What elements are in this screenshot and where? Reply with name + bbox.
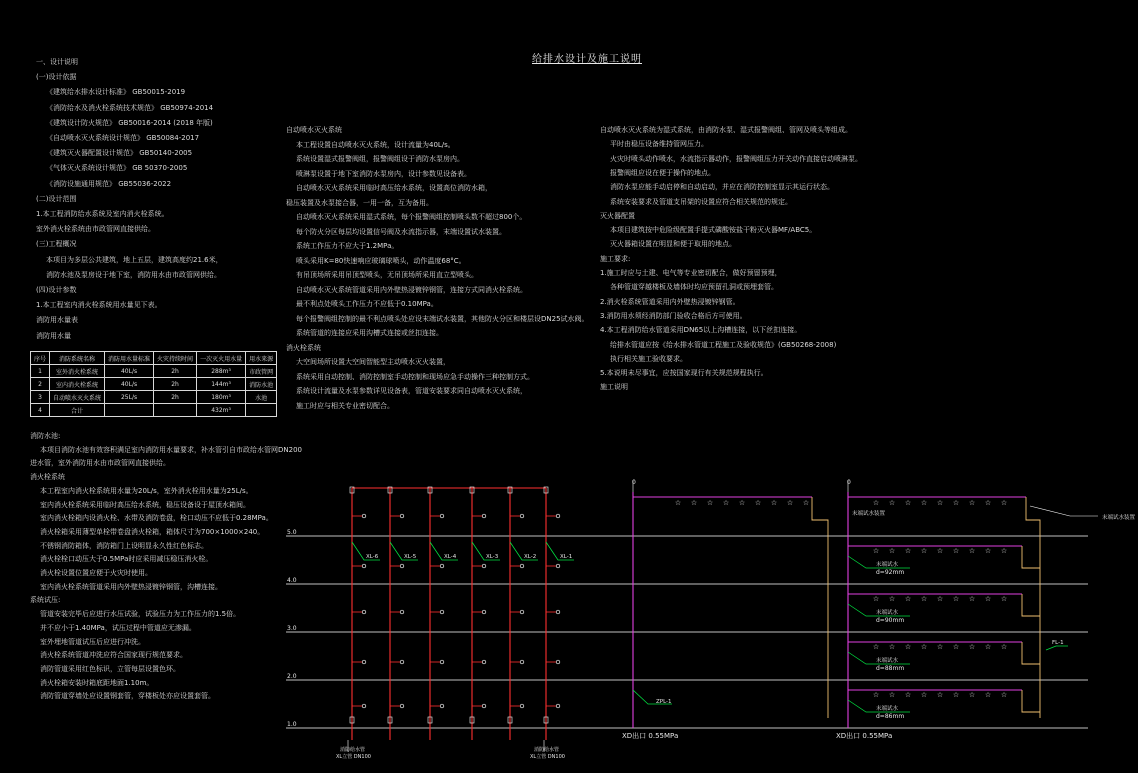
hydrant-icon	[482, 514, 486, 518]
sprinkler-head-icon: ☆	[1000, 595, 1008, 603]
hydrant-risers	[352, 488, 546, 740]
table-cell: 288m³	[197, 365, 246, 378]
hydrant-icon	[362, 514, 366, 518]
hydrant-icon	[482, 704, 486, 708]
hydrant-cabinets	[350, 487, 560, 723]
sprinkler-head-icon: ☆	[904, 643, 912, 651]
sprinkler-head-icon: ☆	[920, 595, 928, 603]
sprinkler-head-icon: ☆	[920, 499, 928, 507]
table-cell: 4	[31, 404, 50, 417]
floor-label-5: 5.0	[287, 529, 297, 536]
col3-line: 3.消防用水须经消防部门验收合格后方可使用。	[600, 311, 747, 320]
svg-text:0: 0	[632, 479, 636, 486]
hydrant-icon	[520, 610, 524, 614]
hydrant-icon	[400, 704, 404, 708]
svg-text:0: 0	[847, 479, 851, 486]
table-cell: 180m³	[197, 391, 246, 404]
col3-line: 执行相关施工验收要求。	[610, 354, 687, 363]
table-cell: 144m³	[197, 378, 246, 391]
hydrant-icon	[400, 514, 404, 518]
riser-label-xl1: XL-1	[560, 554, 573, 560]
col3-line: 报警阀组应设在便于操作的地点。	[610, 168, 715, 177]
sprinkler-head-icon: ☆	[786, 499, 794, 507]
col1-line: 1.本工程室内消火栓系统用水量见下表。	[36, 301, 162, 310]
drain-pipes	[812, 497, 1040, 718]
sprinkler-head-icon: ☆	[952, 547, 960, 555]
col3-line: 本项目建筑按中危险级配置手提式磷酸铵盐干粉灭火器MF/ABC5。	[610, 226, 817, 235]
riser-bottom-label-a1: 消防给水管	[340, 747, 366, 753]
table-cell: 40L/s	[105, 365, 154, 378]
col1b-line: 消火栓系统管道冲洗应符合国家现行规范要求。	[40, 651, 187, 660]
hydrant-icon	[520, 704, 524, 708]
table-cell: 消防水池	[246, 378, 277, 391]
hydrant-icon	[482, 610, 486, 614]
table-cell: 自动喷水灭火系统	[50, 391, 105, 404]
sprinkler-head-icon: ☆	[888, 643, 896, 651]
sprinkler-head-icon: ☆	[952, 595, 960, 603]
col2-line: 自动喷水灭火系统采用临时高压给水系统，设置高位消防水箱，	[296, 184, 492, 192]
col3-line: 2.消火栓系统管道采用内外壁热浸镀锌钢管。	[600, 297, 740, 306]
col2-line: 喷头采用K=80快速响应玻璃球喷头，动作温度68°C。	[296, 256, 466, 265]
col1-line: 一、设计说明	[36, 58, 78, 66]
hydrant-icon	[482, 660, 486, 664]
sprinkler-head-icon: ☆	[968, 547, 976, 555]
riser-bottom-label-a2: XL立管 DN100	[336, 754, 371, 760]
table-cell: 一次灭火用水量	[197, 352, 246, 365]
col1-line: 1.本工程消防给水系统及室内消火栓系统。	[36, 210, 169, 218]
table-cell: 消防系统名称	[50, 352, 105, 365]
col1-line: 本项目为多层公共建筑，地上五层，建筑高度约21.6米，	[46, 255, 223, 264]
sprinkler-head-icon: ☆	[872, 643, 880, 651]
col3-line: 给排水管道应按《给水排水管道工程施工及验收规范》(GB50268-2008)	[610, 340, 837, 349]
sprinkler-head-icon: ☆	[936, 643, 944, 651]
sprinkler-head-icon: ☆	[936, 691, 944, 699]
col3-line: 系统安装要求及管道支吊架的设置应符合相关规范的规定。	[610, 197, 792, 206]
table-cell: 432m³	[197, 404, 246, 417]
col1b-line: 本项目消防水池有效容积满足室内消防用水量要求，补水管引自市政给水管网DN200	[40, 445, 302, 454]
col1b-line: 消防管道采用红色标识，立管每层设置色环。	[40, 664, 180, 673]
col1-line: (三)工程概况	[36, 240, 77, 249]
sprinkler-head-icon: ☆	[1000, 643, 1008, 651]
riser-label-xl6: XL-6	[366, 554, 379, 560]
hydrant-icon	[362, 610, 366, 614]
riser-leaders	[352, 542, 574, 560]
table-cell: 水池	[246, 391, 277, 404]
col2-line: 施工时应与相关专业密切配合。	[296, 401, 394, 410]
hydrant-icon	[556, 610, 560, 614]
col1-line: 《建筑给水排水设计标准》 GB50015-2019	[46, 88, 186, 97]
hydrant-icon	[440, 660, 444, 664]
drawing-title: 给排水设计及施工说明	[532, 54, 642, 65]
sprinkler-heads	[675, 499, 1007, 699]
zpl-label: ZPL-1	[656, 699, 672, 705]
sprinkler-head-icon: ☆	[952, 499, 960, 507]
table-cell: 火灾持续时间	[154, 352, 197, 365]
sprinkler-head-icon: ☆	[968, 595, 976, 603]
col2-line: 每个报警阀组控制的最不利点喷头处应设末端试水装置，其他防火分区和楼层设DN25试水阀。	[296, 314, 589, 323]
col3-line: 火灾时喷头动作喷水，水流指示器动作，报警阀组压力开关动作直接启动喷淋泵。	[610, 154, 862, 163]
col3-line: 5.本说明未尽事宜，应按国家现行有关规范规程执行。	[600, 369, 768, 378]
col2-line: 稳压装置及水泵接合器，一用一备，互为备用。	[286, 198, 433, 207]
table-cell: 用水来源	[246, 352, 277, 365]
table-cell: 2h	[154, 391, 197, 404]
col1-line: 消防水池及泵房设于地下室，消防用水由市政管网供给。	[46, 270, 221, 279]
col1b-line: 消火栓设置位置应便于火灾时使用。	[40, 569, 152, 577]
col1-line: (四)设计参数	[36, 286, 77, 294]
col2-line: 自动喷水灭火系统管道采用内外壁热浸镀锌钢管，连接方式同消火栓系统。	[296, 285, 527, 294]
col1-line: 消防用水量表	[36, 316, 78, 325]
sprinkler-head-icon: ☆	[952, 643, 960, 651]
floor-label-4: 4.0	[287, 577, 297, 584]
sprinkler-head-icon: ☆	[872, 595, 880, 603]
col2-line: 系统管道的连接应采用沟槽式连接或丝扣连接。	[296, 329, 443, 337]
far-right-label: 末端试水装置	[1102, 515, 1136, 521]
table-cell: 2	[31, 378, 50, 391]
col2-line: 自动喷水灭火系统	[286, 126, 342, 134]
hydrant-icon	[520, 564, 524, 568]
col1-line: 室外消火栓系统由市政管网直接供给。	[36, 225, 155, 234]
col1-line: 《消防给水及消火栓系统技术规范》 GB50974-2014	[46, 103, 214, 112]
col1b-line: 消火栓栓口动压大于0.5MPa时应采用减压稳压消火栓。	[40, 555, 213, 564]
table-cell: 室外消火栓系统	[50, 365, 105, 378]
sprinkler-head-icon: ☆	[984, 691, 992, 699]
sprinkler-head-icon: ☆	[904, 547, 912, 555]
col3-line: 1.施工时应与土建、电气等专业密切配合，做好预留预埋，	[600, 269, 782, 277]
riser-label-xl2: XL-2	[524, 554, 537, 560]
table-cell: 市政管网	[246, 365, 277, 378]
hydrant-icon	[556, 514, 560, 518]
col3-line: 施工说明	[600, 383, 628, 392]
sprinkler-head-icon: ☆	[1000, 547, 1008, 555]
col1b-line: 消火栓箱采用薄型单栓带卷盘消火栓箱，箱体尺寸为700×1000×240。	[40, 527, 265, 536]
riser-label-xl5: XL-5	[404, 554, 417, 560]
hydrant-icon	[482, 564, 486, 568]
pressure-label-a: XD出口 0.55MPa	[622, 732, 679, 740]
sprinkler-head-icon: ☆	[872, 547, 880, 555]
sprinkler-head-icon: ☆	[738, 499, 746, 507]
sprinkler-head-icon: ☆	[984, 643, 992, 651]
col3-line: 灭火器配置	[600, 211, 635, 220]
col1b-line: 室内消火栓系统管道采用内外壁热浸镀锌钢管，沟槽连接。	[40, 582, 222, 591]
hydrant-icon	[400, 660, 404, 664]
col1b-line: 消防水池:	[30, 432, 61, 440]
sprinkler-head-icon: ☆	[952, 691, 960, 699]
col1b-line: 不锈钢消防箱体，消防箱门上设明显永久性红色标志。	[40, 541, 208, 550]
col2-line: 系统设计流量及水泵参数详见设备表，管道安装要求同自动喷水灭火系统，	[296, 387, 527, 395]
sprinkler-head-icon: ☆	[706, 499, 714, 507]
col1b-line: 本工程室内消火栓系统用水量为20L/s，室外消火栓用水量为25L/s。	[40, 486, 253, 495]
col1b-line: 室内消火栓箱内设消火栓、水带及消防卷盘，栓口动压不应低于0.28MPa。	[40, 514, 273, 523]
hydrant-icon	[362, 704, 366, 708]
col1b-line: 室外埋地管道试压后应进行冲洗。	[40, 637, 145, 646]
hydrant-icon	[440, 514, 444, 518]
fl-label: FL-1	[1052, 640, 1064, 646]
sprinkler-head-icon: ☆	[1000, 499, 1008, 507]
hydrant-icon	[440, 704, 444, 708]
sprinkler-head-icon: ☆	[984, 499, 992, 507]
sprinkler-head-icon: ☆	[754, 499, 762, 507]
sprinkler-head-icon: ☆	[802, 499, 810, 507]
riser-label-xl4: XL-4	[444, 554, 457, 560]
col3-line: 消防水泵应能手动启停和自动启动，并应在消防控制室显示其运行状态。	[610, 183, 834, 192]
system-top-label: 末端试水装置	[852, 511, 886, 517]
riser-label-xl3: XL-3	[486, 554, 499, 560]
sprinkler-head-icon: ☆	[888, 547, 896, 555]
hydrant-icon	[400, 610, 404, 614]
pipe-diameter-label: d=90mm	[876, 617, 905, 624]
table-cell: 2h	[154, 365, 197, 378]
col3-line: 施工要求:	[600, 254, 631, 263]
hydrant-icon	[400, 564, 404, 568]
pipe-diameter-label: d=88mm	[876, 665, 905, 672]
col2-line: 本工程设置自动喷水灭火系统，设计流量为40L/s。	[296, 140, 455, 149]
col3-line: 平时由稳压设备维持管网压力。	[610, 140, 708, 149]
branch-label: 末端试水	[876, 562, 899, 568]
branch-label: 末端试水	[876, 658, 899, 664]
sprinkler-head-icon: ☆	[920, 643, 928, 651]
sprinkler-head-icon: ☆	[1000, 691, 1008, 699]
col1-line: 《气体灭火系统设计规范》 GB 50370-2005	[46, 164, 188, 173]
sprinkler-head-icon: ☆	[872, 691, 880, 699]
riser-bottom-label-b1: 消防给水管	[534, 747, 560, 753]
col3-line: 自动喷水灭火系统为湿式系统，由消防水泵、湿式报警阀组、管网及喷头等组成。	[600, 126, 852, 134]
col1-line: (二)设计范围	[36, 194, 77, 203]
hydrant-icon	[556, 660, 560, 664]
sprinkler-head-icon: ☆	[904, 691, 912, 699]
sprinkler-head-icon: ☆	[968, 643, 976, 651]
pipe-diameter-label: d=92mm	[876, 569, 905, 576]
sprinkler-head-icon: ☆	[936, 595, 944, 603]
sprinkler-head-icon: ☆	[984, 547, 992, 555]
sprinkler-head-icon: ☆	[904, 595, 912, 603]
col1b-line: 并不应小于1.40MPa，试压过程中管道应无渗漏。	[40, 623, 196, 632]
table-cell: 2h	[154, 378, 197, 391]
col1-line: 《自动喷水灭火系统设计规范》 GB50084-2017	[46, 134, 200, 142]
sprinkler-head-icon: ☆	[920, 547, 928, 555]
floor-label-3: 3.0	[287, 625, 297, 632]
table-cell: 序号	[31, 352, 50, 365]
col1-line: 消防用水量	[36, 331, 71, 340]
col2-line: 自动喷水灭火系统采用湿式系统，每个报警阀组控制喷头数不超过800个。	[296, 213, 527, 221]
hydrant-icon	[556, 564, 560, 568]
col1b-line: 消防管道穿墙处应设置钢套管，穿楼板处亦应设置套管。	[40, 692, 215, 701]
riser-bottom-label-b2: XL立管 DN100	[530, 754, 565, 760]
col1b-line: 消火栓系统	[30, 473, 65, 482]
col2-line: 喷淋泵设置于地下室消防水泵房内，设计参数见设备表。	[296, 169, 471, 178]
hydrant-icon	[440, 610, 444, 614]
sprinkler-head-icon: ☆	[770, 499, 778, 507]
branch-label: 末端试水	[876, 610, 899, 616]
table-cell: 40L/s	[105, 378, 154, 391]
col1-line: 《建筑设计防火规范》 GB50016-2014 (2018 年版)	[46, 118, 213, 127]
sprinkler-head-icon: ☆	[888, 595, 896, 603]
floor-label-1: 1.0	[287, 721, 297, 728]
sprinkler-head-icon: ☆	[968, 691, 976, 699]
sprinkler-head-icon: ☆	[674, 499, 682, 507]
hydrant-icon	[362, 564, 366, 568]
sprinkler-head-icon: ☆	[722, 499, 730, 507]
sprinkler-head-icon: ☆	[690, 499, 698, 507]
pressure-label-b: XD出口 0.55MPa	[836, 732, 893, 740]
floor-label-2: 2.0	[287, 673, 297, 680]
col2-line: 每个防火分区每层均设置信号阀及水流指示器，末端设置试水装置。	[296, 227, 506, 236]
sprinkler-head-icon: ☆	[888, 691, 896, 699]
sprinkler-head-icon: ☆	[936, 499, 944, 507]
table-cell: 室内消火栓系统	[50, 378, 105, 391]
table-cell: 合计	[50, 404, 105, 417]
table-cell: 1	[31, 365, 50, 378]
col2-line: 最不利点处喷头工作压力不应低于0.10MPa。	[296, 300, 438, 308]
sprinkler-head-icon: ☆	[936, 547, 944, 555]
sprinkler-head-icon: ☆	[984, 595, 992, 603]
table-cell: 3	[31, 391, 50, 404]
col3-line: 灭火器箱设置在明显和便于取用的地点。	[610, 240, 736, 249]
branch-label: 末端试水	[876, 706, 899, 712]
col1b-line: 室内消火栓系统采用临时高压给水系统，稳压设备设于屋顶水箱间。	[40, 500, 250, 509]
col2-line: 系统采用自动控制、消防控制室手动控制和现场应急手动操作三种控制方式。	[296, 372, 534, 381]
col2-line: 消火栓系统	[286, 343, 321, 352]
col1-line: 《建筑灭火器配置设计规范》 GB50140-2005	[46, 149, 193, 158]
hydrant-icon	[556, 704, 560, 708]
table-cell: 25L/s	[105, 391, 154, 404]
sprinkler-head-icon: ☆	[968, 499, 976, 507]
sprinkler-head-icon: ☆	[872, 499, 880, 507]
col1b-line: 管道安装完毕后应进行水压试验，试验压力为工作压力的1.5倍。	[40, 610, 241, 619]
sprinkler-pipes	[633, 492, 1026, 728]
hydrant-icon	[520, 660, 524, 664]
col3-line: 各种管道穿越楼板及墙体时均应预留孔洞或预埋套管。	[610, 283, 778, 292]
col1b-line: 进水管，室外消防用水由市政管网直接供给。	[30, 459, 170, 468]
hydrant-icon	[440, 564, 444, 568]
col1b-line: 系统试压:	[30, 596, 61, 605]
hydrant-icon	[520, 514, 524, 518]
col2-line: 有吊顶场所采用吊顶型喷头，无吊顶场所采用直立型喷头。	[296, 271, 478, 279]
col1-line: 《消防设施通用规范》 GB55036-2022	[46, 179, 172, 188]
table-cell: 消防用水量标准	[105, 352, 154, 365]
col1b-line: 消火栓箱安装时箱底距地面1.10m。	[40, 678, 154, 687]
col1-line: (一)设计依据	[36, 73, 77, 82]
hydrant-icon	[362, 660, 366, 664]
sprinkler-head-icon: ☆	[904, 499, 912, 507]
col2-line: 系统设置湿式报警阀组，报警阀组设于消防水泵房内。	[296, 155, 464, 163]
col2-line: 系统工作压力不应大于1.2MPa。	[296, 242, 399, 250]
pipe-diameter-label: d=86mm	[876, 713, 905, 720]
col3-line: 4.本工程消防给水管道采用DN65以上沟槽连接，以下丝扣连接。	[600, 326, 802, 335]
col2-line: 大空间场所设置大空间智能型主动喷水灭火装置，	[296, 358, 450, 366]
sprinkler-head-icon: ☆	[888, 499, 896, 507]
sprinkler-head-icon: ☆	[920, 691, 928, 699]
